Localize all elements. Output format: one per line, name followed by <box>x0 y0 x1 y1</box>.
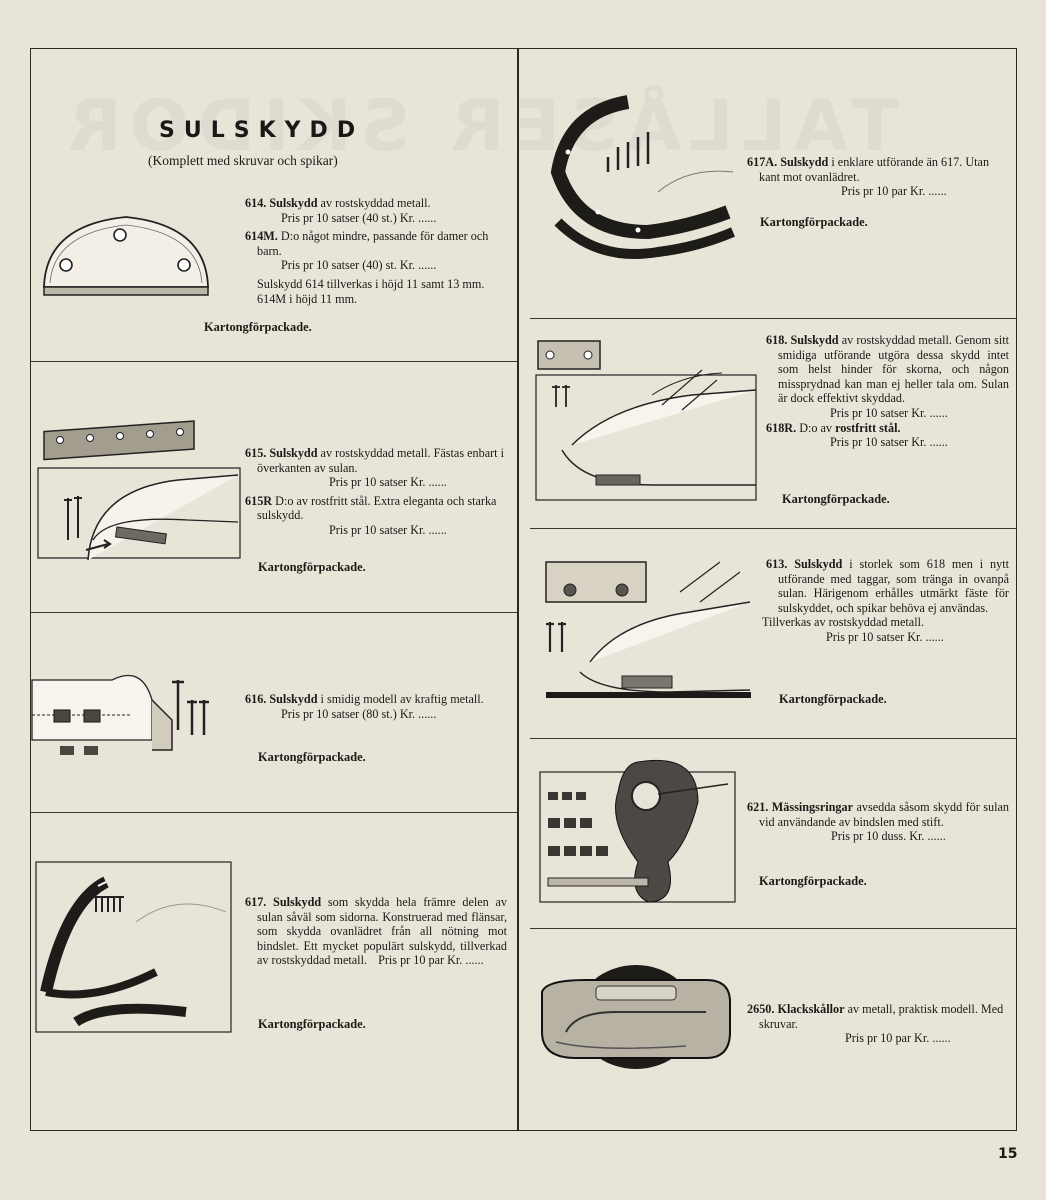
product-617a <box>747 155 1009 199</box>
product-614-illustration <box>36 205 216 305</box>
product-614-price: Pris pr 10 satser (40 st.) Kr. ...... <box>281 210 437 225</box>
product-617-price: Pris pr 10 par Kr. ...... <box>378 953 484 968</box>
packaging-label-614: Kartongförpackade. <box>204 320 312 334</box>
separator-right-1 <box>530 318 1017 319</box>
product-618 <box>766 333 1009 450</box>
product-618r-desc-bold: rostfritt stål. <box>835 420 901 435</box>
product-613 <box>762 557 1010 645</box>
product-615r-number: 615R <box>245 493 273 508</box>
product-617a-name: Sulskydd <box>780 155 829 169</box>
product-618-price: Pris pr 10 satser Kr. ...... <box>830 405 948 420</box>
product-616-desc: i smidig modell av kraftig metall. <box>320 692 484 706</box>
product-614m-price: Pris pr 10 satser (40) st. Kr. ...... <box>281 258 437 273</box>
product-618-number: 618. <box>766 333 788 347</box>
product-2650-name: Klackskållor <box>777 1002 845 1016</box>
product-613-name: Sulskydd <box>794 557 843 571</box>
packaging-label-618: Kartongförpackade. <box>782 492 890 506</box>
product-615-illustration <box>38 420 240 570</box>
product-614-desc: av rostskyddad metall. <box>320 196 431 210</box>
product-614-note: Sulskydd 614 tillverkas i höjd 11 samt 13 mm. 614M i höjd 11 mm. <box>257 276 485 306</box>
product-621-price: Pris pr 10 duss. Kr. ...... <box>831 829 946 844</box>
product-614m-desc: D:o något mindre, passande för damer och barn. <box>257 229 489 258</box>
product-618-desc: av rostskyddad metall. Genom sitt smidiga utförande utgöra dessa skydd intet som helst hinder för skorna, och någon missprydnad kan man ej heller tala om. Sulan är dock effektivt skyddad. <box>778 333 1009 406</box>
product-617a-desc: i enklare utförande än 617. Utan kant mot ovanlädret. <box>759 155 990 184</box>
packaging-label-616: Kartongförpackade. <box>258 750 366 764</box>
packaging-label-613: Kartongförpackade. <box>779 692 887 706</box>
product-616-number: 616. <box>245 692 267 706</box>
product-621 <box>747 800 1009 844</box>
product-615r-price: Pris pr 10 satser Kr. ...... <box>329 522 447 537</box>
packaging-label-617: Kartongförpackade. <box>258 1017 366 1031</box>
packaging-label-615: Kartongförpackade. <box>258 560 366 574</box>
product-614-number: 614. <box>245 196 267 210</box>
product-617-illustration <box>36 862 231 1032</box>
product-2650-illustration <box>536 962 736 1082</box>
separator-right-3 <box>530 738 1017 739</box>
product-617-desc: som skydda hela främre delen av sulan såväl som sidorna. Konstruerad med flänsar, som skydda ovanlädret från all nötning mot bindslet. Ett mycket populärt sulskydd, tillverkad av rostskyddad metall. <box>257 895 507 968</box>
product-613-note: Tillverkas av rostskyddad metall. <box>762 615 925 630</box>
separator-left-2 <box>30 612 517 613</box>
product-613-number: 613. <box>766 557 788 571</box>
product-2650-price: Pris pr 10 par Kr. ...... <box>845 1031 951 1046</box>
product-617 <box>245 895 507 968</box>
separator-left-1 <box>30 361 517 362</box>
page-number: 15 <box>998 1146 1018 1162</box>
product-613-price: Pris pr 10 satser Kr. ...... <box>826 629 944 644</box>
product-613-desc: i storlek som 618 men i nytt utförande med taggar, som tränga in ovanpå sulan. Härigenom erhålles utmärkt fäste för sulskyddet, och spikar behöva ej användas. <box>778 557 1010 615</box>
product-614-name: Sulskydd <box>269 196 318 210</box>
page-subtitle: (Komplett med skruvar och spikar) <box>148 153 338 168</box>
column-divider <box>517 48 519 1131</box>
product-621-number: 621. <box>747 800 769 814</box>
product-618r-number: 618R. <box>766 420 797 435</box>
packaging-label-621: Kartongförpackade. <box>759 874 867 888</box>
product-616-price: Pris pr 10 satser (80 st.) Kr. ...... <box>281 706 437 721</box>
product-614m-number: 614M. <box>245 229 278 244</box>
product-616-illustration <box>32 660 227 775</box>
packaging-label-617a: Kartongförpackade. <box>760 215 868 229</box>
product-615-name: Sulskydd <box>269 446 318 460</box>
product-617a-illustration <box>538 92 738 272</box>
product-615-price: Pris pr 10 satser Kr. ...... <box>329 475 447 490</box>
product-2650-desc: av metall, praktisk modell. Med skruvar. <box>759 1002 1004 1031</box>
product-615-number: 615. <box>245 446 267 460</box>
product-614 <box>245 196 507 306</box>
product-617-name: Sulskydd <box>273 895 322 909</box>
product-617-number: 617. <box>245 895 267 909</box>
product-617a-number: 617A. <box>747 155 778 169</box>
product-618-name: Sulskydd <box>790 333 839 347</box>
product-2650-number: 2650. <box>747 1002 775 1016</box>
page-title: SULSKYDD <box>159 118 365 143</box>
product-618r-price: Pris pr 10 satser Kr. ...... <box>830 435 948 450</box>
product-615-desc: av rostskyddad metall. Fästas enbart i överkanten av sulan. <box>257 446 504 475</box>
product-617a-price: Pris pr 10 par Kr. ...... <box>841 184 947 199</box>
product-613-illustration <box>540 552 755 702</box>
product-615r-desc: D:o av rostfritt stål. Extra eleganta och starka sulskydd. <box>257 493 497 523</box>
product-615 <box>245 446 507 538</box>
separator-right-2 <box>530 528 1017 529</box>
separator-left-3 <box>30 812 517 813</box>
product-616-name: Sulskydd <box>269 692 318 706</box>
product-2650 <box>747 1002 1009 1046</box>
separator-right-4 <box>530 928 1017 929</box>
product-621-desc: avsedda såsom skydd för sulan vid användande av bindslen med stift. <box>759 800 1009 829</box>
product-618-illustration <box>532 335 758 505</box>
product-621-illustration <box>538 752 738 904</box>
product-621-name: Mässingsringar <box>771 800 854 814</box>
product-618r-desc: D:o av <box>799 420 833 435</box>
product-616 <box>245 692 507 721</box>
